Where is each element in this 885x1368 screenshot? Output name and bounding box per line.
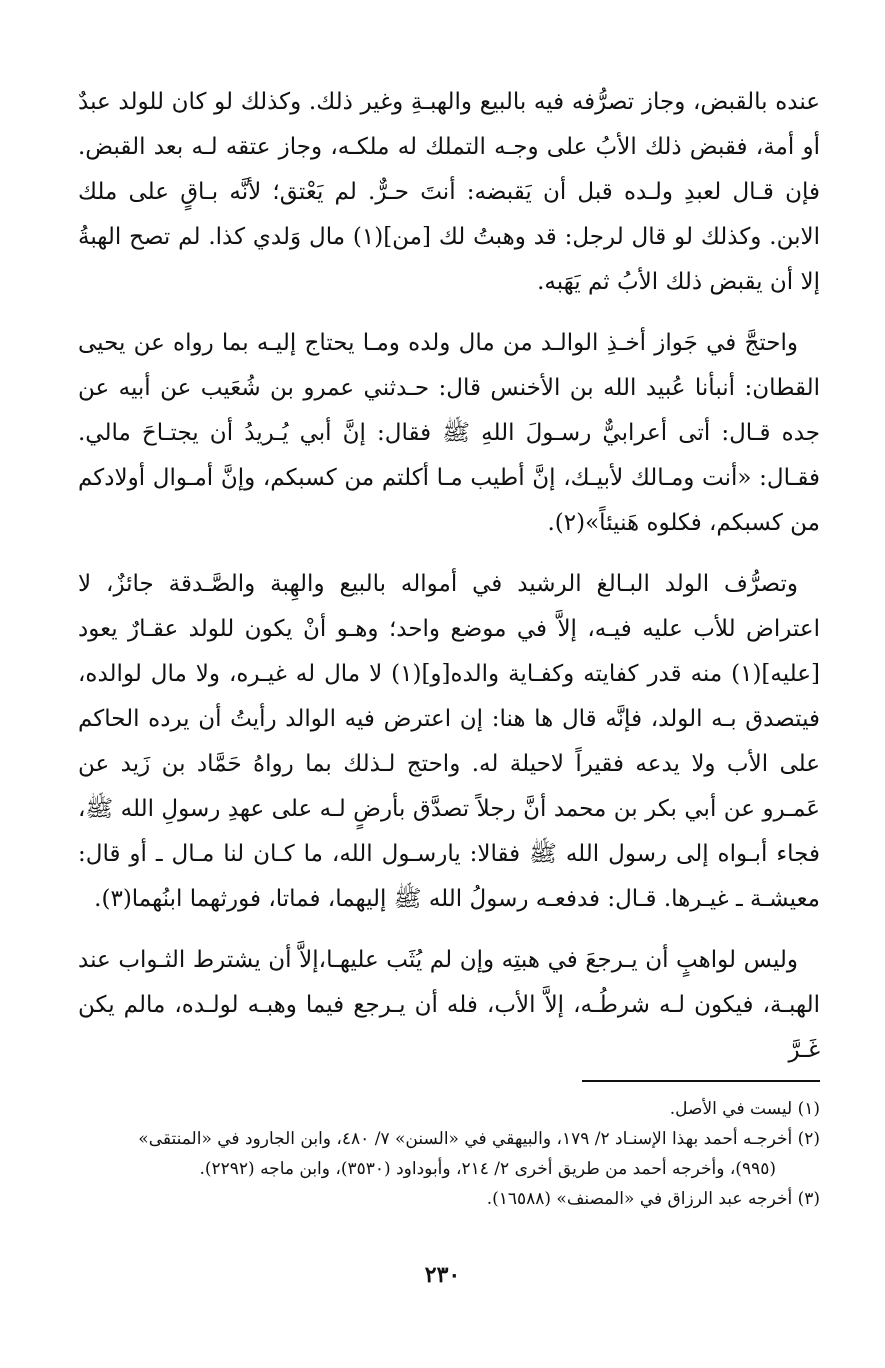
footnote-2-continued: (٩٩٥)، وأخرجه أحمد من طريق أخرى ٢/ ٢١٤، وأبوداود (٣٥٣٠)، وابن ماجه (٢٢٩٢). — [199, 1159, 776, 1179]
footnote-separator — [582, 1080, 820, 1082]
paragraph-4-text: وليس لواهبٍ أن يـرجعَ في هبتِه وإن لم يُثَب عليهـا،إلاَّ أن يشترط الثـواب عند الهبـة، فيكون لـه شرطُـه، إلاَّ الأب، فله أن يـرجع فيما وهبـه لولـده، مالم يكن غَـرَّ — [78, 947, 820, 1063]
paragraph-4 — [78, 938, 820, 1073]
footnotes — [78, 1094, 820, 1214]
paragraph-2 — [78, 321, 820, 546]
footnote-2: (٢) أخرجـه أحمد بهذا الإسنـاد ٢/ ١٧٩، والبيهقي في «السنن» ٧/ ٤٨٠، وابن الجارود في «المنتقى» — [138, 1129, 820, 1149]
paragraph-3-text: وتصرُّف الولد البـالغ الرشيد في أمواله بالبيع والهِبة والصَّـدقة جائزٌ، لا اعتراض للأب عليه فيـه، إلاَّ في موضع واحد؛ وهـو أنْ يكون للولد عقـارٌ يعود [عليه](١) منه قدر كفايته وكفـاية والده[و](١) لا مال له غيـره، ولا مال لوالده، فيتصدق بـه الولد، فإنَّه قال ها هنا: إن اعترض فيه الوالد رأيتُ أن يرده الحاكم على الأب ولا يدعه فقيراً لاحيلة له. واحتج لـذلك بما رواهُ حَمَّاد بن زَيد عن عَمـرو عن أبي بكر بن محمد أنَّ رجلاً تصدَّق بأرضٍ لـه على عهدِ رسولِ الله ﷺ، فجاء أبـواه إلى رسول الله ﷺ فقالا: يارسـول الله، ما كـان لنا مـال ـ أو قال: معيشـة ـ غيـرها. قـال: فدفعـه رسولُ الله ﷺ إليهما، فماتا، فورثهما ابنُهما(٣). — [78, 571, 820, 912]
paragraph-3 — [78, 562, 820, 922]
paragraph-2-text: واحتجَّ في جَواز أخـذِ الوالـد من مال ولده ومـا يحتاج إليـه بما رواه عن يحيى القطان: أنبأنا عُبيد الله بن الأخنس قال: حـدثني عمرو بن شُعَيب عن أبيه عن جده قـال: أتى أعرابيٌّ رسـولَ اللهِ ﷺ فقال: إنَّ أبي يُـريدُ أن يجتـاحَ مالي. فقـال: «أنت ومـالك لأبيـك، إنَّ أطيب مـا أكلتم من كسبكم، وإنَّ أمـوال أولادكم من كسبكم، فكلوه هَنيئاً»(٢). — [78, 330, 820, 536]
main-text — [78, 80, 820, 1089]
page-number: ٢٣٠ — [424, 1262, 461, 1288]
paragraph-1: عنده بالقبض، وجاز تصرُّفه فيه بالبيع والهبـةِ وغير ذلك. وكذلك لو كان للولد عبدٌ أو أمة، فقبض ذلك الأبُ على وجـه التملك له ملكـه، وجاز عتقه لـه بعد القبض. فإن قـال لعبدِ ولـده قبل أن يَقبضه: أنتَ حـرٌّ. لم يَعْتق؛ لأنَّه بـاقٍ على ملك الابن. وكذلك لو قال لرجل: قد وهبتُ لك [من](١) مال وَلدي كذا. لم تصح الهبةُ إلا أن يقبض ذلك الأبُ ثم يَهَبه. — [78, 89, 820, 295]
footnote-1: (١) ليست في الأصل. — [669, 1099, 820, 1119]
footnote-3: (٣) أخرجه عبد الرزاق في «المصنف» (١٦٥٨٨). — [486, 1189, 820, 1209]
